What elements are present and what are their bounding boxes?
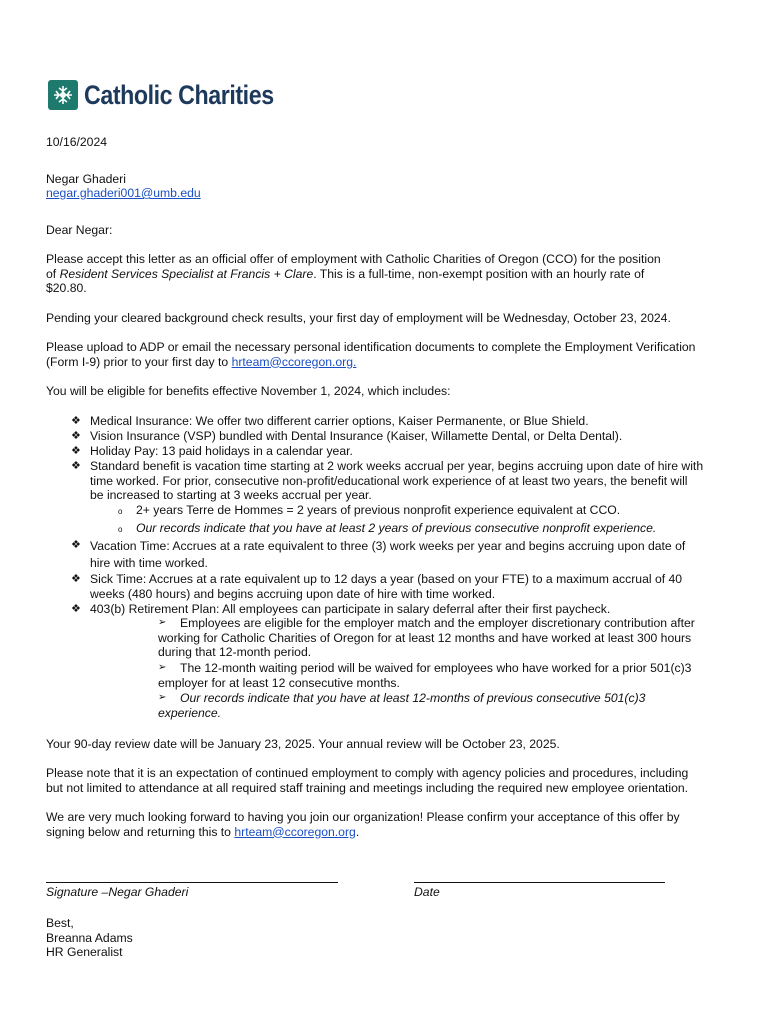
signoff-block (46, 916, 736, 960)
retirement-waiver: The 12-month waiting period will be waived for employees who have worked for a prior 501(c)3 employer for at least 12 consecutive months. (158, 661, 692, 690)
diamond-bullet-icon: ❖ (71, 603, 81, 615)
logo-wordmark: Catholic Charities (84, 79, 274, 110)
offer-line-1: Please accept this letter as an official offer of employment with Catholic Charities of Oregon (CCO) for the position (46, 252, 661, 266)
benefit-vacation: Vacation Time: Accrues at a rate equivalent to three (3) work weeks per year and begins accruing upon date of hire with time worked. (90, 539, 686, 570)
diamond-bullet-icon: ❖ (71, 415, 81, 427)
diamond-bullet-icon: ❖ (71, 573, 81, 585)
date-label: Date (414, 885, 440, 899)
retirement-match: Employees are eligible for the employer match and the employer discretionary contribution after working for Catholic Charities of Oregon for at least 12 months and have worked at least 300 hours during that 12-month period. (158, 616, 695, 659)
recipient-email-link[interactable]: negar.ghaderi001@umb.edu (46, 186, 201, 200)
signoff-title: HR Generalist (46, 945, 123, 959)
circle-bullet-icon: o (118, 507, 123, 516)
benefit-vision: Vision Insurance (VSP) bundled with Dental Insurance (Kaiser, Willamette Dental, or Delta Dental). (90, 429, 623, 443)
diamond-bullet-icon: ❖ (71, 539, 81, 551)
salutation: Dear Negar: (46, 223, 113, 237)
hrteam-email-link[interactable]: hrteam@ccoregon.org. (231, 354, 357, 369)
closing-paragraph: We are very much looking forward to having you join our organization! Please confirm your acceptance of this offer by signing below and returning this to hrteam@ccoregon.org. (46, 810, 680, 839)
diamond-bullet-icon: ❖ (71, 460, 81, 472)
diamond-bullet-icon: ❖ (71, 430, 81, 442)
date-line[interactable] (414, 882, 665, 883)
retirement-record: Our records indicate that you have at least 12-months of previous consecutive 501(c)3 experience. (158, 691, 646, 720)
policy-paragraph: Please note that it is an expectation of continued employment to comply with agency policies and procedures, including but not limited to attendance at all required staff training and meetings including the required new employee orientation. (46, 766, 689, 795)
catholic-charities-logo (48, 80, 305, 110)
signoff-name: Breanna Adams (46, 930, 133, 945)
diamond-bullet-icon: ❖ (71, 445, 81, 457)
circle-bullet-icon: o (118, 525, 123, 534)
signoff-best: Best, (46, 916, 74, 930)
hrteam-email-link-2[interactable]: hrteam@ccoregon.org (234, 824, 356, 839)
benefit-standard: Standard benefit is vacation time starting at 2 work weeks accrual per year, begins accruing upon date of hire with time worked. For prior, consecutive non-profit/educational work experience of at least two years, the benefit will be increased to starting at 3 weeks accrual per year. (90, 459, 704, 502)
position-title: Resident Services Specialist at Francis + Clare (59, 266, 314, 281)
signature-line[interactable] (46, 882, 338, 883)
benefit-sick: Sick Time: Accrues at a rate equivalent up to 12 days a year (based on your FTE) to a maximum accrual of 40 weeks (480 hours) and begins accruing upon date of hire with time worked. (90, 572, 683, 601)
start-date-paragraph: Pending your cleared background check results, your first day of employment will be Wednesday, October 23, 2024. (46, 311, 671, 325)
hourly-rate: $20.80. (46, 281, 87, 295)
arrow-bullet-icon: ➢ (158, 617, 167, 628)
offer-paragraph (46, 252, 736, 296)
upload-paragraph: Please upload to ADP or email the necessary personal identification documents to complete the Employment Verification (Form I-9) prior to your first day to hrteam@ccoregon.org. (46, 340, 696, 369)
arrow-bullet-icon: ➢ (158, 692, 167, 703)
benefit-medical: Medical Insurance: We offer two different carrier options, Kaiser Permanente, or Blue Shield. (90, 414, 589, 428)
offer-line-2: of Resident Services Specialist at Francis + Clare. This is a full-time, non-exempt position with an hourly rate of (46, 266, 645, 281)
arrow-bullet-icon: ➢ (158, 662, 167, 673)
review-dates: Your 90-day review date will be January 23, 2025. Your annual review will be October 23, 2025. (46, 737, 560, 751)
benefits-intro: You will be eligible for benefits effective November 1, 2024, which includes: (46, 384, 451, 398)
cross-emblem-icon (48, 80, 78, 110)
sub-terre-de-hommes: 2+ years Terre de Hommes = 2 years of previous nonprofit experience equivalent at CCO. (136, 503, 621, 517)
benefit-holiday: Holiday Pay: 13 paid holidays in a calendar year. (90, 444, 353, 458)
recipient-name: Negar Ghaderi (46, 172, 126, 186)
sub-nonprofit-record: Our records indicate that you have at least 2 years of previous consecutive nonprofit experience. (136, 521, 657, 535)
benefit-retirement: 403(b) Retirement Plan: All employees can participate in salary deferral after their first paycheck. (90, 602, 611, 616)
letter-date: 10/16/2024 (46, 135, 107, 149)
signature-label: Signature –Negar Ghaderi (46, 885, 189, 899)
